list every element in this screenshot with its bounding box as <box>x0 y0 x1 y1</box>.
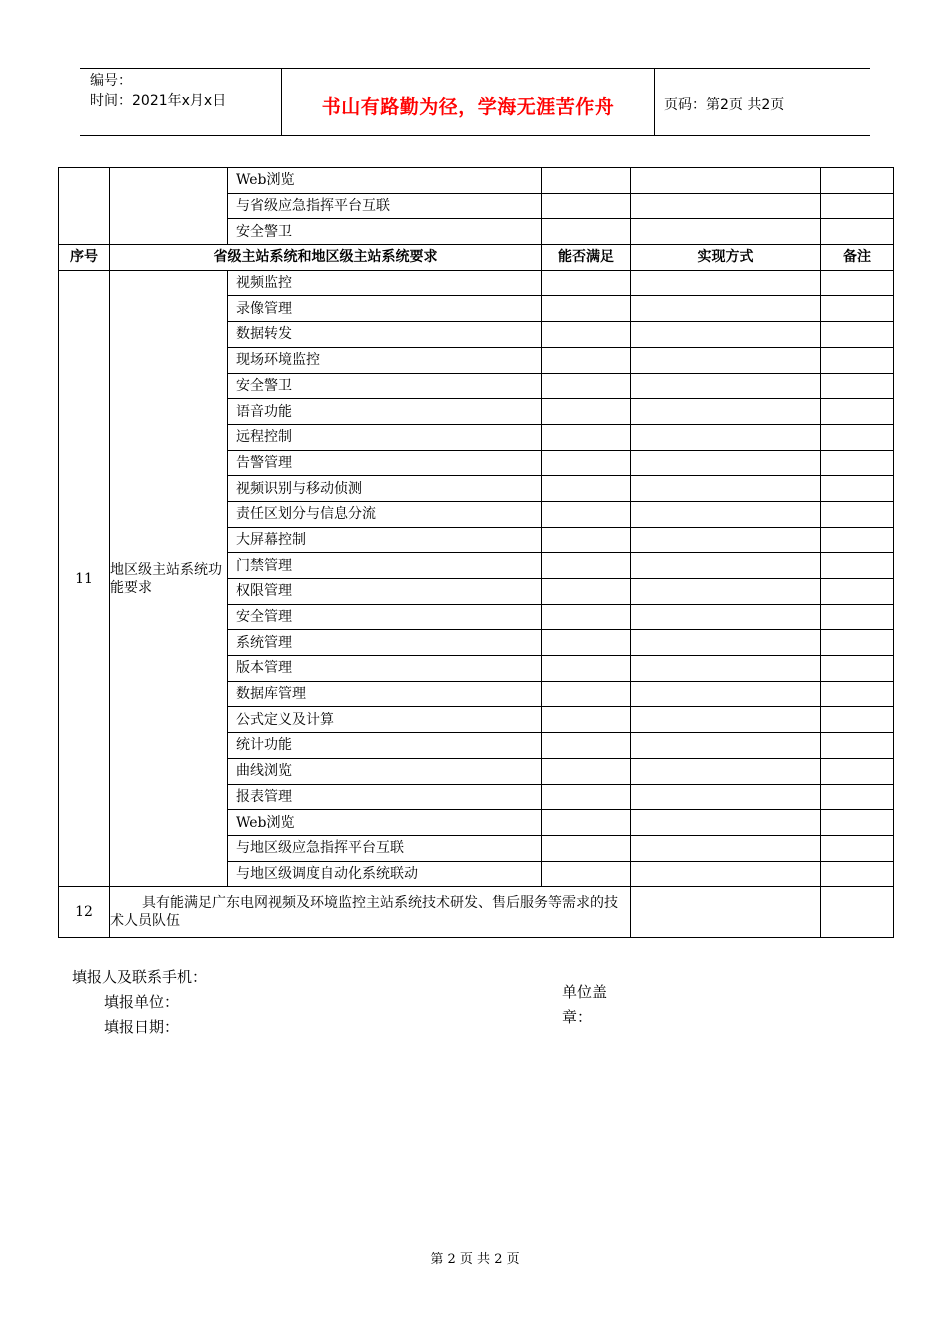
requirement-item: 权限管理 <box>228 579 542 605</box>
requirement-item-note-cell[interactable] <box>821 347 894 373</box>
requirement-item-method-cell[interactable] <box>631 553 821 579</box>
contact-person-label: 填报人及联系手机： <box>72 968 208 986</box>
requirement-item: 统计功能 <box>228 733 542 759</box>
requirement-item-note-cell[interactable] <box>821 322 894 348</box>
requirement-item-satisfy-cell[interactable] <box>542 630 631 656</box>
requirement-item-method-cell[interactable] <box>631 476 821 502</box>
requirement-item-satisfy-cell[interactable] <box>542 733 631 759</box>
requirement-item-note-cell[interactable] <box>821 758 894 784</box>
requirement-item-satisfy-cell[interactable] <box>542 373 631 399</box>
requirement-item-satisfy-cell[interactable] <box>542 810 631 836</box>
requirement-item: 数据库管理 <box>228 681 542 707</box>
requirement-item: 告警管理 <box>228 450 542 476</box>
requirement-item-satisfy-cell[interactable] <box>542 861 631 887</box>
table-row-12 <box>59 887 894 938</box>
requirement-item-satisfy-cell[interactable] <box>542 784 631 810</box>
requirement-item-note-cell[interactable] <box>821 861 894 887</box>
requirement-item: 与地区级应急指挥平台互联 <box>228 835 542 861</box>
requirement-item-method-cell[interactable] <box>631 527 821 553</box>
requirement-item: 曲线浏览 <box>228 758 542 784</box>
requirement-item-method-cell[interactable] <box>631 784 821 810</box>
requirement-item: 视频监控 <box>228 270 542 296</box>
continued-item-method-cell[interactable] <box>631 219 821 245</box>
requirement-item-note-cell[interactable] <box>821 270 894 296</box>
requirement-item-method-cell[interactable] <box>631 347 821 373</box>
row11-seq: 11 <box>59 270 110 887</box>
requirement-item-satisfy-cell[interactable] <box>542 450 631 476</box>
column-header-method: 实现方式 <box>631 245 821 271</box>
requirement-item-note-cell[interactable] <box>821 450 894 476</box>
requirement-item-note-cell[interactable] <box>821 707 894 733</box>
requirement-item-satisfy-cell[interactable] <box>542 527 631 553</box>
requirement-item-note-cell[interactable] <box>821 373 894 399</box>
continued-item-satisfy-cell[interactable] <box>542 193 631 219</box>
requirement-item-note-cell[interactable] <box>821 784 894 810</box>
continued-item-satisfy-cell[interactable] <box>542 219 631 245</box>
requirement-item: 系统管理 <box>228 630 542 656</box>
continued-category-cell <box>110 168 228 245</box>
column-header-seq: 序号 <box>59 245 110 271</box>
requirement-item-note-cell[interactable] <box>821 681 894 707</box>
requirement-item-note-cell[interactable] <box>821 579 894 605</box>
requirement-item: 语音功能 <box>228 399 542 425</box>
requirement-item-method-cell[interactable] <box>631 835 821 861</box>
continued-item-method-cell[interactable] <box>631 193 821 219</box>
requirement-item: 门禁管理 <box>228 553 542 579</box>
requirement-item-note-cell[interactable] <box>821 604 894 630</box>
continued-item-note-cell[interactable] <box>821 193 894 219</box>
reporting-date-label: 填报日期： <box>104 1018 180 1036</box>
requirement-item-satisfy-cell[interactable] <box>542 656 631 682</box>
table-row <box>59 270 894 296</box>
requirement-item-satisfy-cell[interactable] <box>542 322 631 348</box>
continued-item-satisfy-cell[interactable] <box>542 168 631 194</box>
requirement-item-method-cell[interactable] <box>631 604 821 630</box>
unit-seal-label: 单位盖章： <box>562 983 608 1026</box>
row12-note-cell[interactable] <box>821 887 894 938</box>
requirement-item-note-cell[interactable] <box>821 656 894 682</box>
header-page-label: 页码：第2页 共2页 <box>664 97 785 113</box>
requirement-item-satisfy-cell[interactable] <box>542 835 631 861</box>
requirement-item-satisfy-cell[interactable] <box>542 579 631 605</box>
column-header-requirement: 省级主站系统和地区级主站系统要求 <box>110 245 542 271</box>
requirement-item-method-cell[interactable] <box>631 450 821 476</box>
requirement-item: 与地区级调度自动化系统联动 <box>228 861 542 887</box>
document-time-label: 时间：2021年x月x日 <box>90 93 227 109</box>
table-header-row <box>59 245 894 271</box>
requirement-item-note-cell[interactable] <box>821 399 894 425</box>
requirement-item-satisfy-cell[interactable] <box>542 296 631 322</box>
requirement-item: 录像管理 <box>228 296 542 322</box>
requirement-item-note-cell[interactable] <box>821 476 894 502</box>
requirement-item-method-cell[interactable] <box>631 630 821 656</box>
requirement-item: 远程控制 <box>228 424 542 450</box>
requirement-item-satisfy-cell[interactable] <box>542 476 631 502</box>
requirement-item-note-cell[interactable] <box>821 424 894 450</box>
requirement-item-note-cell[interactable] <box>821 296 894 322</box>
header-motto: 书山有路勤为径，学海无涯苦作舟 <box>321 96 615 118</box>
requirement-item-satisfy-cell[interactable] <box>542 707 631 733</box>
requirement-item-satisfy-cell[interactable] <box>542 424 631 450</box>
requirement-item-note-cell[interactable] <box>821 810 894 836</box>
requirement-item-note-cell[interactable] <box>821 733 894 759</box>
requirement-item-method-cell[interactable] <box>631 424 821 450</box>
requirement-item: 报表管理 <box>228 784 542 810</box>
table-row <box>59 168 894 194</box>
requirement-item-method-cell[interactable] <box>631 810 821 836</box>
requirement-item-method-cell[interactable] <box>631 399 821 425</box>
continued-seq-cell <box>59 168 110 245</box>
row12-description: 具有能满足广东电网视频及环境监控主站系统技术研发、售后服务等需求的技术人员队伍 <box>110 887 631 938</box>
requirement-item-note-cell[interactable] <box>821 835 894 861</box>
requirement-item-method-cell[interactable] <box>631 296 821 322</box>
document-number-label: 编号： <box>90 73 132 89</box>
requirement-item-note-cell[interactable] <box>821 630 894 656</box>
requirement-item-method-cell[interactable] <box>631 270 821 296</box>
continued-item-method-cell[interactable] <box>631 168 821 194</box>
requirement-item-method-cell[interactable] <box>631 373 821 399</box>
column-header-satisfy: 能否满足 <box>542 245 631 271</box>
requirement-item-method-cell[interactable] <box>631 707 821 733</box>
requirement-item: 安全警卫 <box>228 373 542 399</box>
continued-item-note-cell[interactable] <box>821 168 894 194</box>
page-number: 第 2 页 共 2 页 <box>430 1252 520 1267</box>
requirements-table <box>58 167 894 938</box>
requirement-item-note-cell[interactable] <box>821 501 894 527</box>
header-bottom-rule <box>80 135 870 136</box>
requirement-item-satisfy-cell[interactable] <box>542 270 631 296</box>
column-header-note: 备注 <box>821 245 894 271</box>
requirement-item: 版本管理 <box>228 656 542 682</box>
header-divider-left <box>281 68 282 136</box>
requirement-item: Web浏览 <box>228 810 542 836</box>
header-top-rule <box>80 68 870 69</box>
requirement-item-method-cell[interactable] <box>631 322 821 348</box>
requirement-item: 视频识别与移动侦测 <box>228 476 542 502</box>
requirement-item-note-cell[interactable] <box>821 553 894 579</box>
requirement-item-method-cell[interactable] <box>631 656 821 682</box>
requirement-item-satisfy-cell[interactable] <box>542 553 631 579</box>
requirement-item-method-cell[interactable] <box>631 501 821 527</box>
requirement-item-method-cell[interactable] <box>631 579 821 605</box>
requirement-item-satisfy-cell[interactable] <box>542 604 631 630</box>
requirement-item-method-cell[interactable] <box>631 681 821 707</box>
header-divider-right <box>654 68 655 136</box>
row12-seq: 12 <box>59 887 110 938</box>
requirement-item-satisfy-cell[interactable] <box>542 347 631 373</box>
requirement-item: 现场环境监控 <box>228 347 542 373</box>
requirement-item-satisfy-cell[interactable] <box>542 758 631 784</box>
continued-item: Web浏览 <box>228 168 542 194</box>
continued-item-note-cell[interactable] <box>821 219 894 245</box>
requirement-item: 大屏幕控制 <box>228 527 542 553</box>
requirement-item-satisfy-cell[interactable] <box>542 501 631 527</box>
requirement-item-satisfy-cell[interactable] <box>542 399 631 425</box>
row11-category: 地区级主站系统功能要求 <box>110 270 228 887</box>
requirement-item-method-cell[interactable] <box>631 758 821 784</box>
requirement-item: 安全管理 <box>228 604 542 630</box>
requirement-item: 责任区划分与信息分流 <box>228 501 542 527</box>
requirement-item-satisfy-cell[interactable] <box>542 681 631 707</box>
continued-item: 安全警卫 <box>228 219 542 245</box>
reporting-unit-label: 填报单位： <box>104 993 180 1011</box>
requirement-item: 数据转发 <box>228 322 542 348</box>
requirement-item: 公式定义及计算 <box>228 707 542 733</box>
continued-item: 与省级应急指挥平台互联 <box>228 193 542 219</box>
row12-method-cell[interactable] <box>631 887 821 938</box>
requirement-item-note-cell[interactable] <box>821 527 894 553</box>
requirement-item-method-cell[interactable] <box>631 733 821 759</box>
requirement-item-method-cell[interactable] <box>631 861 821 887</box>
